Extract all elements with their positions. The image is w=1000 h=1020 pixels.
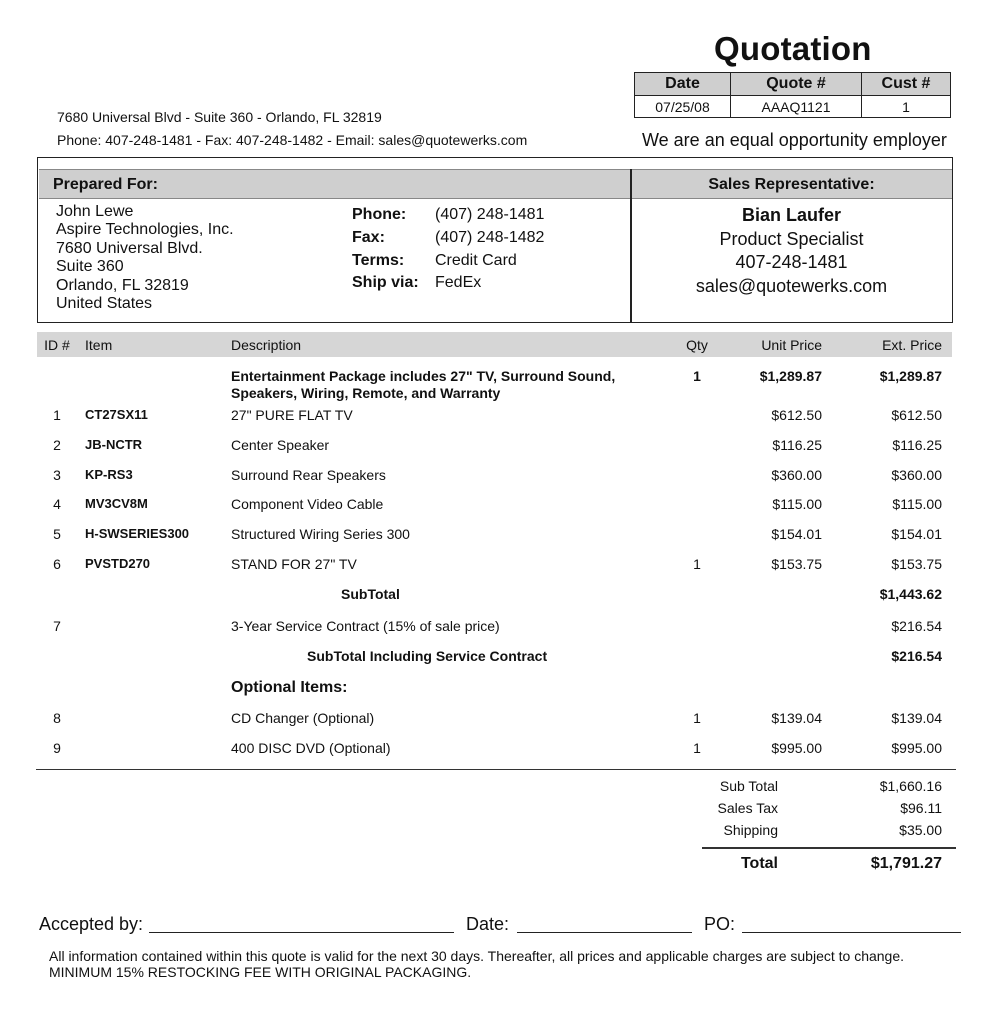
row-description: STAND FOR 27" TV	[231, 556, 357, 572]
total-divider	[702, 847, 956, 849]
col-header-unit-price: Unit Price	[761, 337, 822, 353]
shipping-value: $35.00	[899, 822, 942, 838]
row-ext-price: $360.00	[891, 467, 942, 483]
row-ext-price: $153.75	[891, 556, 942, 572]
client-country: United States	[56, 295, 153, 312]
row-unit-price: $139.04	[771, 710, 822, 726]
row-id: 8	[53, 710, 61, 726]
optional-items-heading: Optional Items:	[231, 679, 348, 696]
row-item: H-SWSERIES300	[85, 526, 190, 541]
package-description-line2: Speakers, Wiring, Remote, and Warranty	[231, 385, 501, 401]
meta-date-value: 07/25/08	[635, 96, 731, 118]
row-description: CD Changer (Optional)	[231, 710, 375, 726]
row-qty: 1	[693, 556, 701, 572]
row-ext-price: $115.00	[892, 496, 942, 512]
row-id: 6	[53, 556, 61, 572]
row-unit-price: $154.01	[771, 526, 822, 542]
client-suite: Suite 360	[56, 258, 124, 275]
col-header-id: ID #	[44, 337, 70, 353]
row-description: 3-Year Service Contract (15% of sale price)	[231, 618, 500, 634]
row-qty: 1	[693, 740, 701, 756]
company-contact: Phone: 407-248-1481 - Fax: 407-248-1482 - Email: sales@quotewerks.com	[57, 132, 528, 148]
phone-label: Phone:	[352, 206, 407, 223]
row-id: 7	[53, 618, 61, 634]
sales-rep-name: Bian Laufer	[741, 205, 842, 225]
row-description: 27" PURE FLAT TV	[231, 407, 353, 423]
row-item: JB-NCTR	[85, 437, 143, 452]
meta-header-date: Date	[635, 73, 731, 96]
row-ext-price: $612.50	[891, 407, 942, 423]
row-qty: 1	[693, 710, 701, 726]
row-item: KP-RS3	[85, 467, 133, 482]
col-header-description: Description	[231, 337, 302, 353]
row-description: Surround Rear Speakers	[231, 467, 386, 483]
validity-note: All information contained within this quote is valid for the next 30 days. Thereafter, all prices and applicable charges are subject to change.	[49, 948, 905, 964]
sub-total-label: Sub Total	[719, 778, 778, 794]
row-id: 2	[53, 437, 61, 453]
subtotal-service-value: $216.54	[891, 648, 942, 664]
row-unit-price: $115.00	[772, 496, 822, 512]
phone-value: (407) 248-1481	[435, 206, 545, 223]
eoe-statement: We are an equal opportunity employer	[642, 130, 947, 150]
subtotal-service-label: SubTotal Including Service Contract	[307, 648, 548, 664]
meta-header-quote: Quote #	[731, 73, 862, 96]
row-unit-price: $153.75	[771, 556, 822, 572]
sales-rep-email: sales@quotewerks.com	[695, 276, 888, 296]
ship-via-label: Ship via:	[352, 274, 419, 291]
package-ext-price: $1,289.87	[879, 368, 942, 384]
row-id: 1	[53, 407, 61, 423]
sales-rep-phone: 407-248-1481	[735, 252, 848, 272]
meta-cust-value: 1	[862, 96, 951, 118]
row-unit-price: $116.25	[772, 437, 822, 453]
quote-meta-table	[634, 72, 951, 118]
restocking-note: MINIMUM 15% RESTOCKING FEE WITH ORIGINAL PACKAGING.	[49, 964, 472, 980]
page-title: Quotation	[714, 30, 872, 67]
sales-tax-value: $96.11	[900, 800, 942, 816]
client-city: Orlando, FL 32819	[56, 277, 189, 294]
row-id: 5	[53, 526, 61, 542]
col-header-item: Item	[85, 337, 113, 353]
row-ext-price: $216.54	[891, 618, 942, 634]
terms-label: Terms:	[352, 252, 405, 269]
row-unit-price: $360.00	[771, 467, 822, 483]
col-header-qty: Qty	[686, 337, 708, 353]
sales-tax-label: Sales Tax	[717, 800, 778, 816]
row-id: 3	[53, 467, 61, 483]
po-label: PO:	[704, 914, 736, 934]
sales-rep-label: Sales Representative:	[708, 176, 875, 193]
row-unit-price: $612.50	[771, 407, 822, 423]
client-company: Aspire Technologies, Inc.	[56, 221, 234, 238]
package-qty: 1	[693, 368, 701, 384]
meta-header-cust: Cust #	[862, 73, 951, 96]
company-address: 7680 Universal Blvd - Suite 360 - Orlando, FL 32819	[57, 109, 382, 125]
client-street: 7680 Universal Blvd.	[56, 240, 203, 257]
po-line[interactable]	[742, 932, 961, 933]
subtotal-value: $1,443.62	[879, 586, 942, 602]
prepared-for-label: Prepared For:	[53, 176, 158, 193]
accepted-by-line[interactable]	[149, 932, 454, 933]
row-item: CT27SX11	[85, 407, 148, 422]
fax-value: (407) 248-1482	[435, 229, 545, 246]
row-ext-price: $995.00	[891, 740, 942, 756]
date-line[interactable]	[517, 932, 692, 933]
totals-divider	[36, 769, 956, 770]
row-description: Center Speaker	[231, 437, 330, 453]
row-ext-price: $116.25	[892, 437, 942, 453]
row-description: Component Video Cable	[231, 496, 384, 512]
shipping-label: Shipping	[723, 822, 778, 838]
total-value: $1,791.27	[870, 855, 942, 872]
col-header-ext-price: Ext. Price	[882, 337, 942, 353]
subtotal-label: SubTotal	[341, 586, 400, 602]
row-id: 9	[53, 740, 61, 756]
total-label: Total	[740, 855, 778, 872]
sales-rep-role: Product Specialist	[719, 229, 864, 249]
row-description: 400 DISC DVD (Optional)	[231, 740, 391, 756]
row-ext-price: $139.04	[891, 710, 942, 726]
package-description-line1: Entertainment Package includes 27" TV, Surround Sound,	[231, 368, 616, 384]
package-unit-price: $1,289.87	[759, 368, 822, 384]
row-description: Structured Wiring Series 300	[231, 526, 410, 542]
terms-value: Credit Card	[435, 252, 517, 269]
row-item: MV3CV8M	[85, 496, 148, 511]
meta-quote-value: AAAQ1121	[731, 96, 862, 118]
ship-via-value: FedEx	[435, 274, 482, 291]
fax-label: Fax:	[352, 229, 385, 246]
row-item: PVSTD270	[85, 556, 151, 571]
date-label: Date:	[466, 914, 510, 934]
row-id: 4	[53, 496, 61, 512]
accepted-by-label: Accepted by:	[39, 914, 144, 934]
row-ext-price: $154.01	[891, 526, 942, 542]
sub-total-value: $1,660.16	[879, 778, 942, 794]
row-unit-price: $995.00	[771, 740, 822, 756]
client-name: John Lewe	[56, 203, 134, 220]
